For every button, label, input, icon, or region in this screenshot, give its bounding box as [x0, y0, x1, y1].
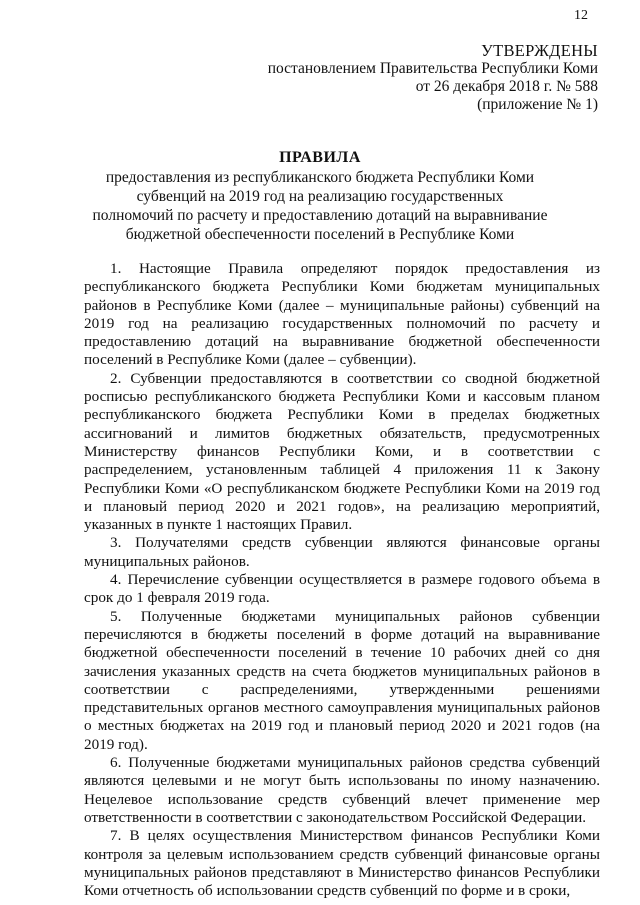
- paragraph-6: 6. Полученные бюджетами муниципальных районов средства субвенций являются целевыми и не могут быть использованы по иному назначению. Нецелевое использование средств субвенций влечет применение мер ответственности в соответствии с законодательством Российской Федерации.: [84, 754, 600, 826]
- paragraph-2: 2. Субвенции предоставляются в соответствии со сводной бюджетной росписью республиканского бюджета Республики Коми и кассовым планом республиканского бюджета Республики Коми в пределах бюджетных ассигнований и лимитов бюджетных обязательств, предусмотренных Министерству финансов Республики Коми, и в соответствии с распределением, установленным таблицей 4 приложения 11 к Закону Республики Коми «О республиканском бюджете Республики Коми на 2019 год и плановый период 2020 и 2021 годов», на реализацию мероприятий, указанных в пункте 1 настоящих Правил.: [84, 369, 600, 534]
- title-line-3: полномочий по расчету и предоставлению дотаций на выравнивание: [92, 207, 548, 224]
- approval-heading: УТВЕРЖДЕНЫ: [481, 41, 598, 60]
- paragraph-1: 1. Настоящие Правила определяют порядок предоставления из республиканского бюджета Республики Коми бюджетам муниципальных районов в Республике Коми (далее – муниципальные районы) субвенций на 2019 год на реализацию государственных полномочий по расчету и предоставлению дотаций на выравнивание бюджетной обеспеченности поселений в Республике Коми (далее – субвенции).: [84, 260, 600, 369]
- title-line-2: субвенций на 2019 год на реализацию государственных: [136, 188, 504, 205]
- approval-line-2: от 26 декабря 2018 г. № 588: [415, 78, 598, 95]
- title-line-4: бюджетной обеспеченности поселений в Республике Коми: [125, 226, 515, 243]
- document-title: [40, 148, 600, 244]
- title-line-1: предоставления из республиканского бюджета Республики Коми: [105, 169, 535, 186]
- paragraph-4: 4. Перечисление субвенции осуществляется в размере годового объема в срок до 1 февраля 2019 года.: [84, 571, 600, 607]
- paragraph-7: 7. В целях осуществления Министерством финансов Республики Коми контроля за целевым использованием средств субвенций финансовые органы муниципальных районов представляют в Министерство финансов Республики Коми отчетность об использовании средств субвенций по форме и в сроки,: [84, 827, 600, 900]
- approval-stamp: [178, 42, 598, 114]
- title-heading: ПРАВИЛА: [279, 149, 361, 166]
- approval-line-1: постановлением Правительства Республики Коми: [267, 60, 598, 77]
- page-number: 12: [574, 8, 588, 23]
- document-body: [84, 260, 600, 900]
- paragraph-5: 5. Полученные бюджетами муниципальных районов субвенции перечисляются в бюджеты поселений в форме дотаций на выравнивание бюджетной обеспеченности поселений в течение 10 рабочих дней со дня зачисления указанных средств на счета бюджетов муниципальных районов в соответствии с распределениями, утвержденными решениями представительных органов местного самоуправления муниципальных районов о местных бюджетах на 2019 год и плановый период 2020 и 2021 годов (на 2019 год).: [84, 607, 600, 753]
- approval-line-3: (приложение № 1): [477, 96, 598, 113]
- paragraph-3: 3. Получателями средств субвенции являются финансовые органы муниципальных районов.: [84, 534, 600, 570]
